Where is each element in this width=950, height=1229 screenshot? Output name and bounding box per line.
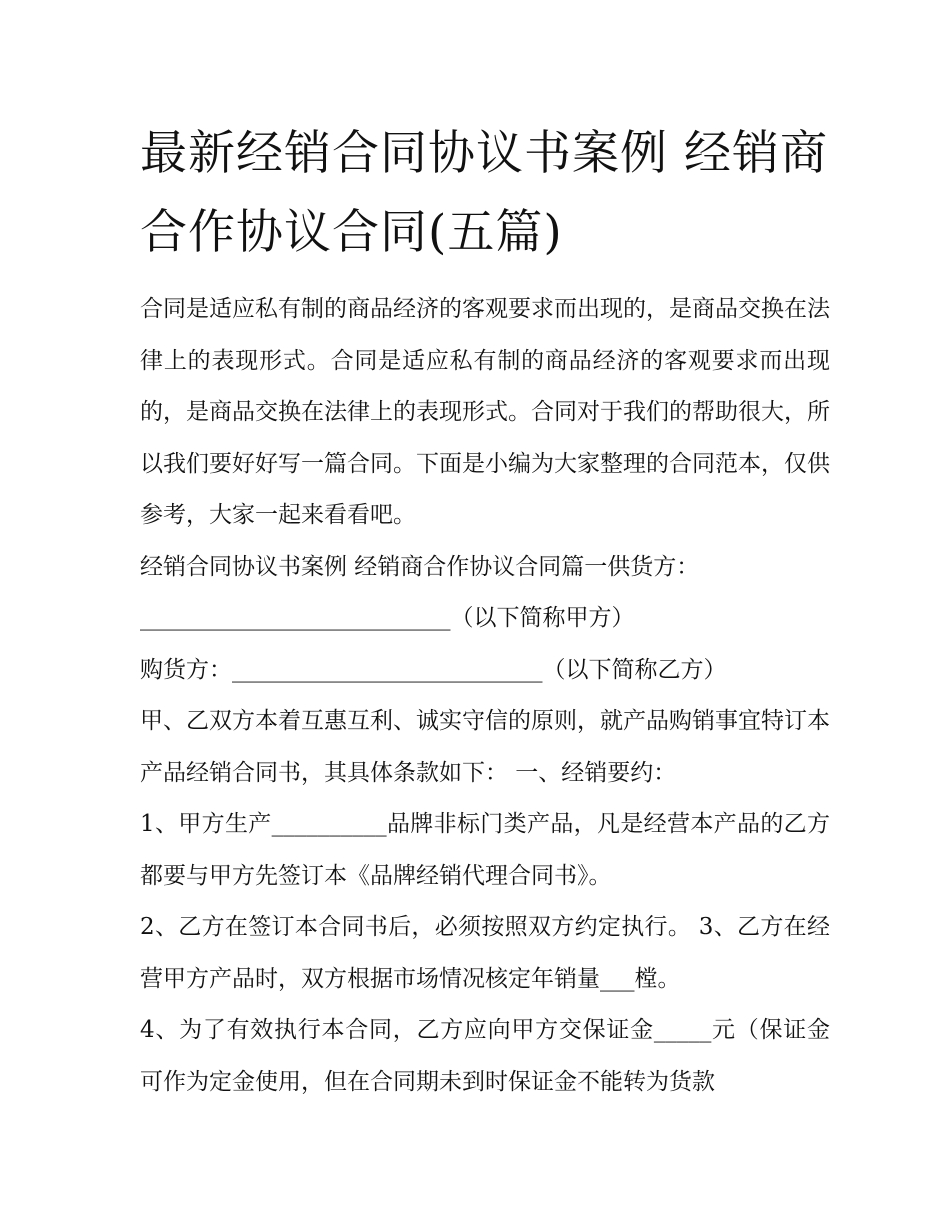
paragraph-section-heading: 经销合同协议书案例 经销商合作协议合同篇一供货方： xyxy=(140,553,700,580)
paragraph-clause-1: 1、甲方生产__________品牌非标门类产品，凡是经营本产品的乙方都要与甲方先签订本《品牌经销代理合同书》。 xyxy=(140,811,830,889)
paragraph-buyer-line: 购货方：___________________________（以下简称乙方） xyxy=(140,656,727,683)
paragraph-intro: 合同是适应私有制的商品经济的客观要求而出现的，是商品交换在法律上的表现形式。合同是适应私有制的商品经济的客观要求而出现的，是商品交换在法律上的表现形式。合同对于我们的帮助很大，所以我们要好好写一篇合同。下面是小编为大家整理的合同范本，仅供参考，大家一起来看看吧。 xyxy=(140,296,830,528)
paragraph-clause-2-3: 2、乙方在签订本合同书后，必须按照双方约定执行。 3、乙方在经营甲方产品时，双方根据市场情况核定年销量___樘。 xyxy=(140,914,830,992)
document-page xyxy=(140,114,830,1108)
paragraph-principles: 甲、乙双方本着互惠互利、诚实守信的原则，就产品购销事宜特订本产品经销合同书，其具体条款如下： 一、经销要约： xyxy=(140,708,830,786)
paragraph-clause-4: 4、为了有效执行本合同，乙方应向甲方交保证金_____元（保证金可作为定金使用，但在合同期未到时保证金不能转为货款 xyxy=(140,1017,830,1095)
document-title: 最新经销合同协议书案例 经销商合作协议合同(五篇) xyxy=(140,126,828,260)
paragraph-supplier-line: ___________________________（以下简称甲方） xyxy=(140,605,635,631)
document-body xyxy=(140,284,830,1108)
